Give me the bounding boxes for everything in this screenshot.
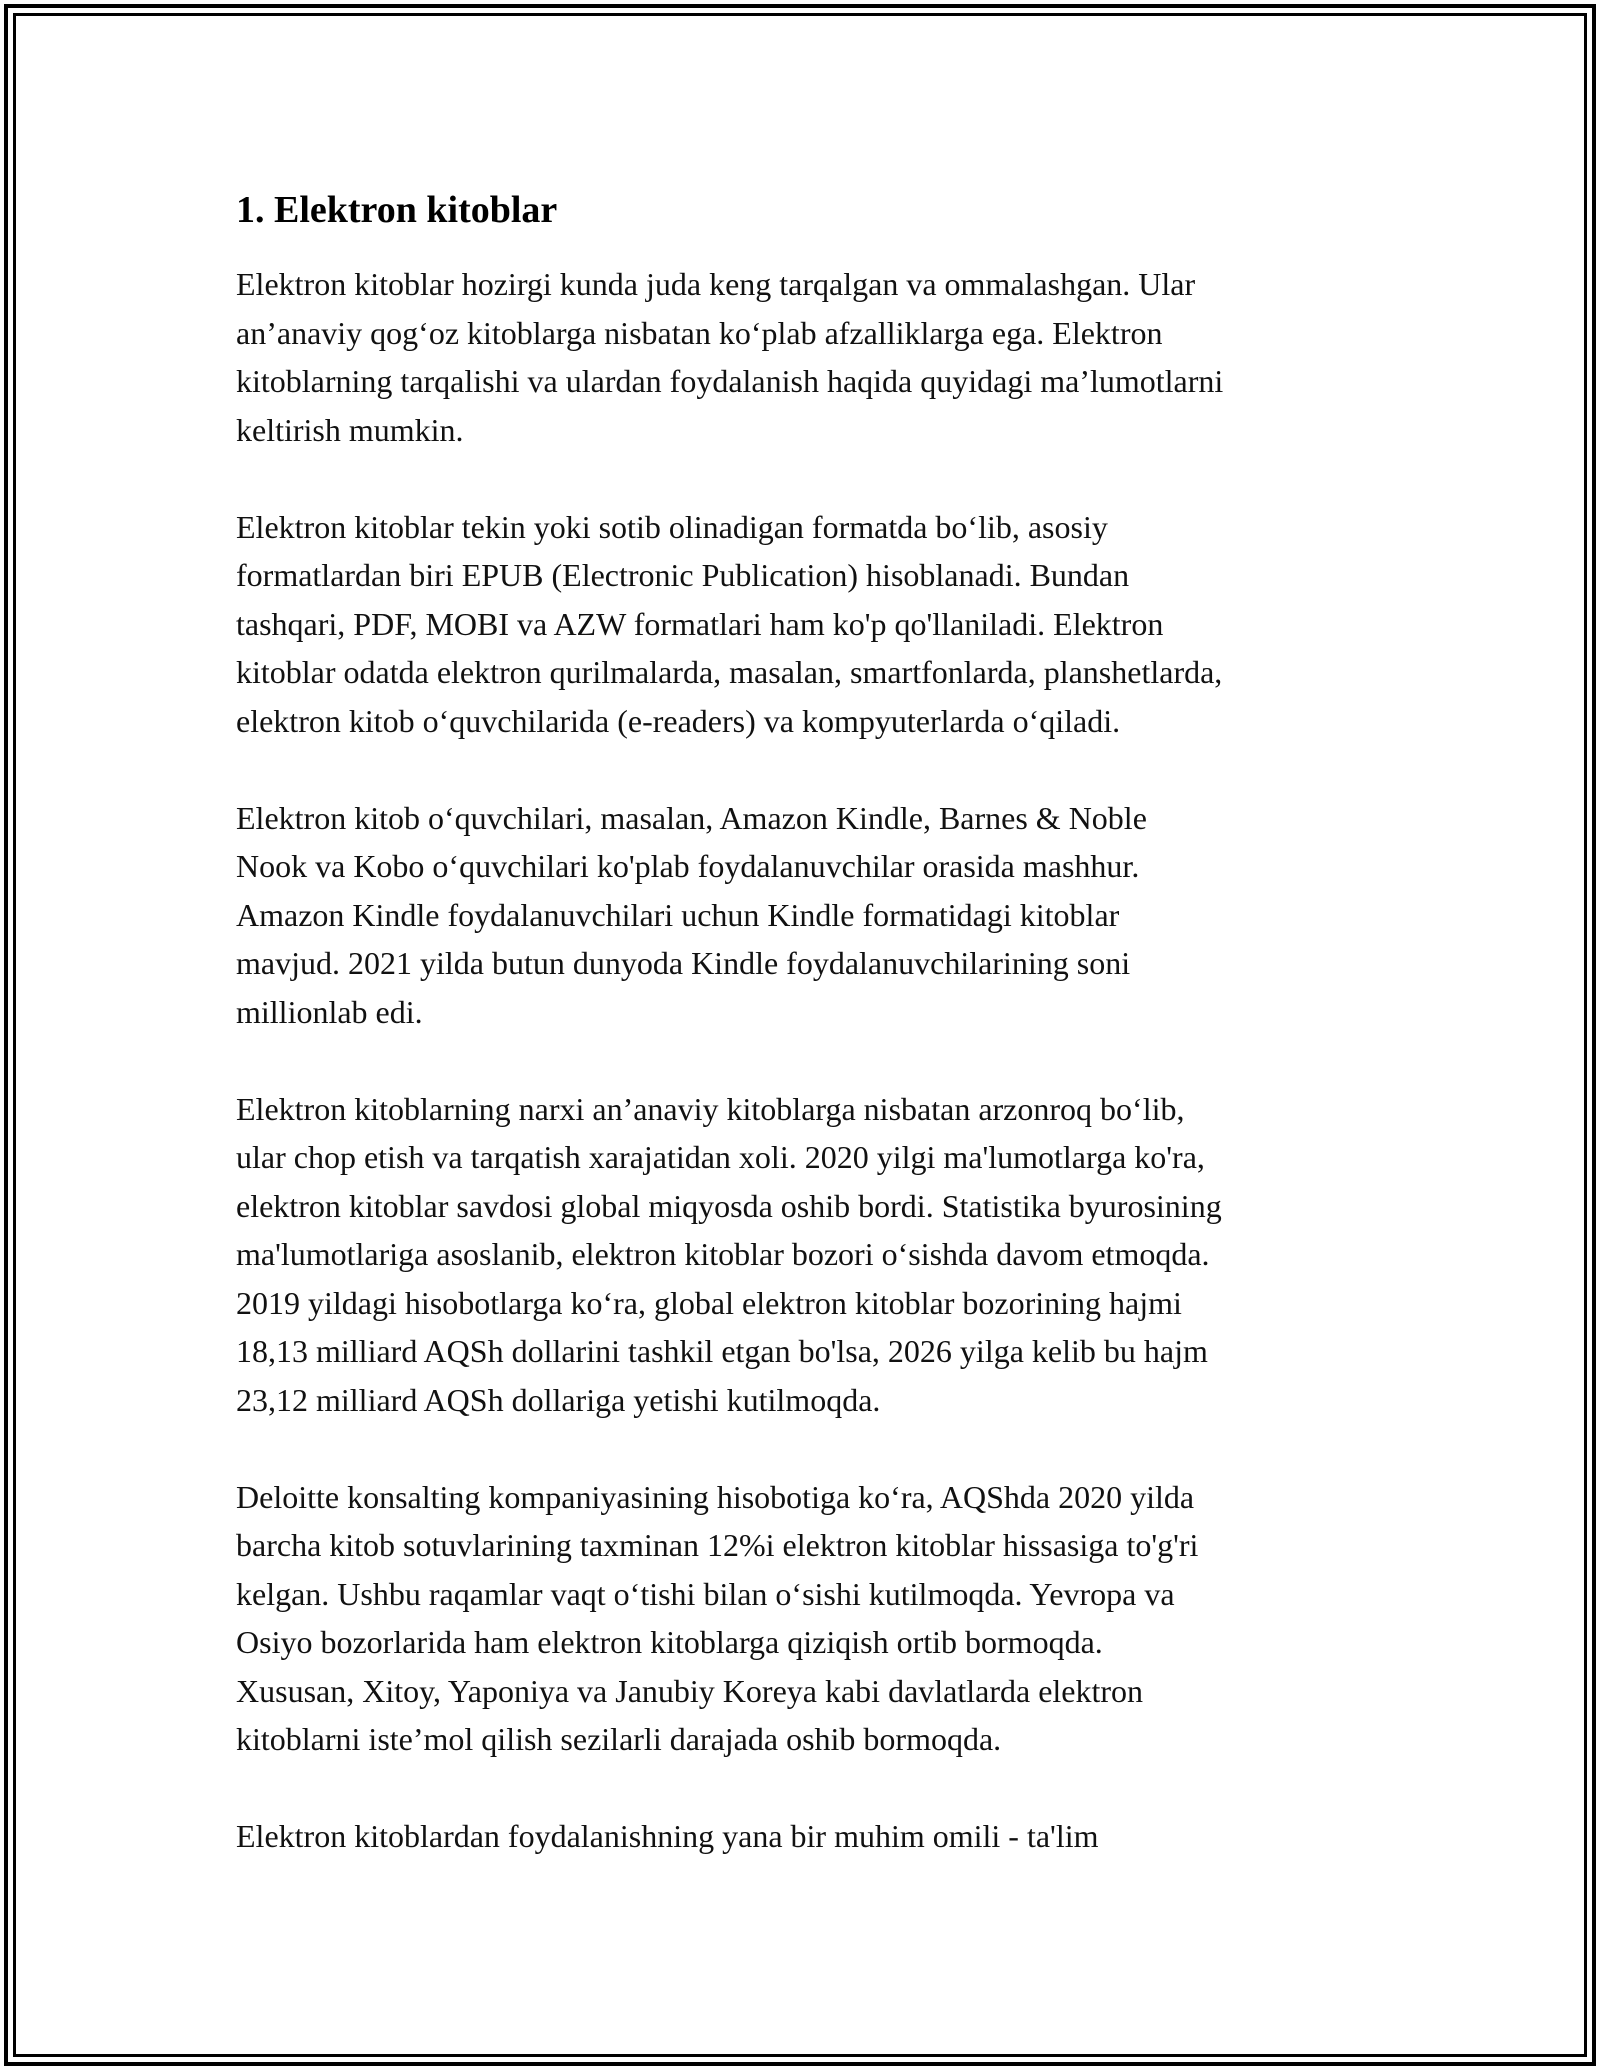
paragraph-education: Elektron kitoblardan foydalanishning yana bir muhim omili - ta'lim bbox=[236, 1818, 1099, 1854]
paragraph-deloitte-report: Deloitte konsalting kompaniyasining hisobotiga ko‘ra, AQShda 2020 yilda barcha kitob sotuvlarining taxminan 12%i elektron kitoblar hissasiga to'g'ri kelgan. Ushbu raqamlar vaqt o‘tishi bilan o‘sishi kutilmoqda. Yevropa va Osiyo bozorlarida ham elektron kitoblarga qiziqish ortib bormoqda. Xususan, Xitoy, Yaponiya va Janubiy Koreya kabi davlatlarda elektron kitoblarni iste’mol qilish sezilarli darajada oshib bormoqda. bbox=[236, 1478, 1199, 1757]
document-body bbox=[236, 186, 1376, 1861]
paragraph-pricing-market: Elektron kitoblarning narxi an’anaviy kitoblarga nisbatan arzonroq bo‘lib, ular chop etish va tarqatish xarajatidan xoli. 2020 yilgi ma'lumotlarga ko'ra, elektron kitoblar savdosi global miqyosda oshib bordi. Statistika byurosining ma'lumotlariga asoslanib, elektron kitoblar bozori o‘sishda davom etmoqda. 2019 yildagi hisobotlarga ko‘ra, global elektron kitoblar bozorining hajmi 18,13 milliard AQSh dollarini tashkil etgan bo'lsa, 2026 yilga kelib bu hajm 23,12 milliard AQSh dollariga yetishi kutilmoqda. bbox=[236, 1090, 1222, 1418]
paragraph-e-readers: Elektron kitob o‘quvchilari, masalan, Amazon Kindle, Barnes & Noble Nook va Kobo o‘quvchilari ko'plab foydalanuvchilar orasida mashhur. Amazon Kindle foydalanuvchilari uchun Kindle formatidagi kitoblar mavjud. 2021 yilda butun dunyoda Kindle foydalanuvchilarining soni millionlab edi. bbox=[236, 799, 1147, 1030]
paragraph-intro: Elektron kitoblar hozirgi kunda juda keng tarqalgan va ommalashgan. Ular an’anaviy qog‘oz kitoblarga nisbatan ko‘plab afzalliklarga ega. Elektron kitoblarning tarqalishi va ulardan foydalanish haqida quyidagi ma’lumotlarni keltirish mumkin. bbox=[236, 266, 1224, 448]
section-heading: 1. Elektron kitoblar bbox=[236, 189, 558, 231]
paragraph-formats: Elektron kitoblar tekin yoki sotib olinadigan formatda bo‘lib, asosiy formatlardan biri EPUB (Electronic Publication) hisoblanadi. Bundan tashqari, PDF, MOBI va AZW formatlari ham ko'p qo'llaniladi. Elektron kitoblar odatda elektron qurilmalarda, masalan, smartfonlarda, planshetlarda, elektron kitob o‘quvchilarida (e-readers) va kompyuterlarda o‘qiladi. bbox=[236, 508, 1223, 739]
